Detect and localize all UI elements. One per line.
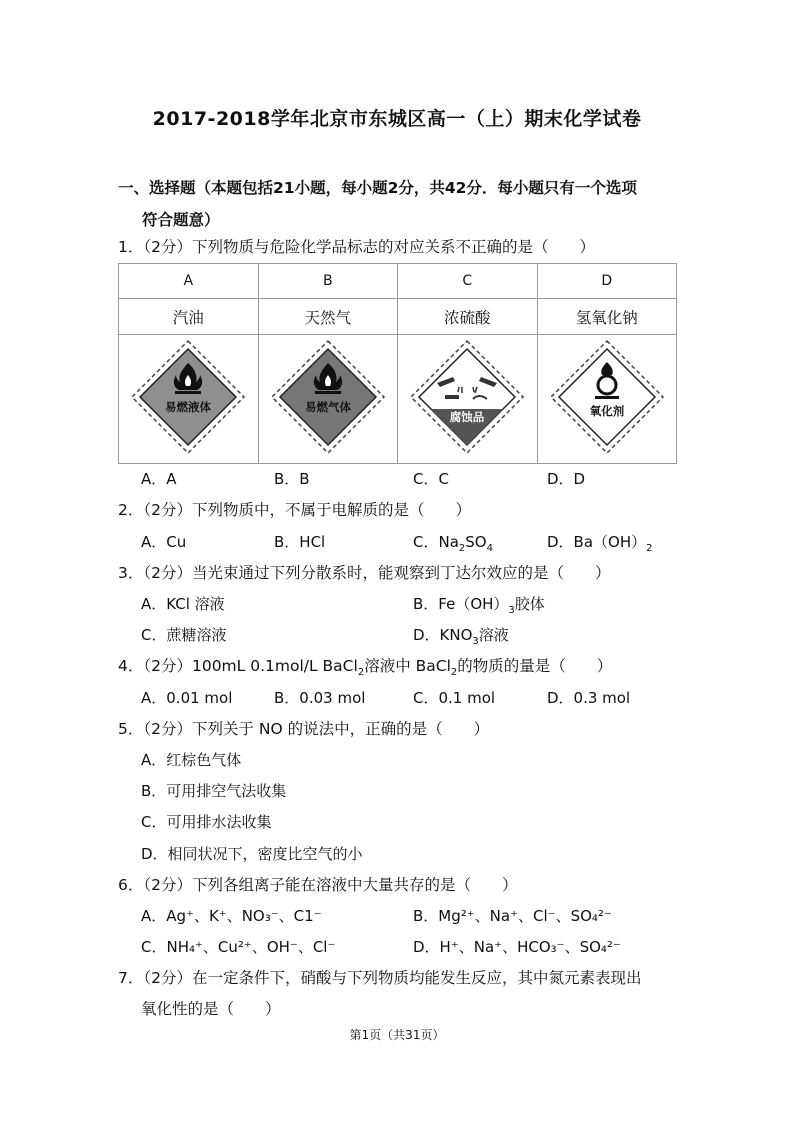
table-header-c: C [398,264,538,299]
corrosive-sign [407,337,527,457]
sign-cell-b [258,335,398,464]
section-heading [118,172,718,236]
substance-d: 氢氧化钠 [537,299,677,335]
q3-option-a[interactable]: A．KCl 溶液 [141,595,225,613]
q5-option-d[interactable]: D．相同状况下，密度比空气的小 [141,845,363,863]
q4-option-d[interactable]: D．0.3 mol [547,689,631,707]
oxidizer-sign [547,337,667,457]
sign-cell-d [537,335,677,464]
section-heading-line1: 一、选择题（本题包括21小题，每小题2分，共42分．每小题只有一个选项 [118,179,637,197]
q4-option-c[interactable]: C．0.1 mol [413,689,496,707]
q2-option-b[interactable]: B．HCl [274,533,326,551]
question-5-stem: 5．（2分）下列关于 NO 的说法中，正确的是（ ） [118,720,490,738]
q3-option-d[interactable]: D．$KNO_3$溶液 [413,626,509,647]
sign-label-d: 氧化剂 [589,404,624,418]
q3-option-b[interactable]: B．$Fe(OH)_3$胶体 [413,595,545,616]
substance-c: 浓硫酸 [398,299,538,335]
q4-option-b[interactable]: B．0.03 mol [274,689,366,707]
page-title: 2017-2018学年北京市东城区高一（上）期末化学试卷 [152,108,642,130]
table-header-d: D [537,264,677,299]
question-4-stem: 4．（2分）100mL 0.1mol/L BaCl$_2$溶液中 BaCl$_2$的物质的量是（ ） [118,657,613,679]
page-footer: 第1页（共31页） [349,1028,445,1042]
q5-option-c[interactable]: C．可用排水法收集 [141,813,272,831]
question-7-stem-line1: 7．（2分）在一定条件下，硝酸与下列物质均能发生反应，其中氮元素表现出 [118,969,642,987]
q1-option-b[interactable]: B．B [274,470,310,488]
flammable-gas-sign [268,337,388,457]
q5-option-b[interactable]: B．可用排空气法收集 [141,782,287,800]
sign-label-a: 易燃液体 [165,400,212,414]
q2-option-c[interactable]: C．$Na_2SO_4$ [413,533,493,554]
question-3-stem: 3．（2分）当光束通过下列分散系时，能观察到丁达尔效应的是（ ） [118,564,611,582]
substance-a: 汽油 [119,299,259,335]
table-header-b: B [258,264,398,299]
sign-label-b: 易燃气体 [304,400,351,414]
q1-option-a[interactable]: A．A [141,470,177,488]
table-header-a: A [119,264,259,299]
q1-option-c[interactable]: C．C [413,470,449,488]
sign-label-c: 腐蚀品 [450,410,485,424]
question-6-stem: 6．（2分）下列各组离子能在溶液中大量共存的是（ ） [118,876,518,894]
question-7-stem-line2: 氧化性的是（ ） [141,1000,281,1018]
hazard-sign-table [118,263,677,464]
q6-option-a[interactable]: A．Ag⁺、K⁺、NO₃⁻、C1⁻ [141,907,322,925]
question-2-stem: 2．（2分）下列物质中，不属于电解质的是（ ） [118,501,471,519]
q6-option-d[interactable]: D．H⁺、Na⁺、HCO₃⁻、SO₄²⁻ [413,938,621,956]
substance-b: 天然气 [258,299,398,335]
q6-option-c[interactable]: C．NH₄⁺、Cu²⁺、OH⁻、Cl⁻ [141,938,336,956]
q2-option-a[interactable]: A．Cu [141,533,187,551]
q4-option-a[interactable]: A．0.01 mol [141,689,233,707]
question-1-stem: 1．（2分）下列物质与危险化学品标志的对应关系不正确的是（ ） [118,238,595,256]
sign-cell-a [119,335,259,464]
flammable-liquid-sign [128,337,248,457]
section-heading-line2: 符合题意） [142,211,220,229]
q2-option-d[interactable]: D．$Ba(OH)_2$ [547,533,653,554]
sign-cell-c [398,335,538,464]
q6-option-b[interactable]: B．Mg²⁺、Na⁺、Cl⁻、SO₄²⁻ [413,907,612,925]
q5-option-a[interactable]: A．红棕色气体 [141,751,242,769]
q3-option-c[interactable]: C．蔗糖溶液 [141,626,227,644]
q1-option-d[interactable]: D．D [547,470,586,488]
